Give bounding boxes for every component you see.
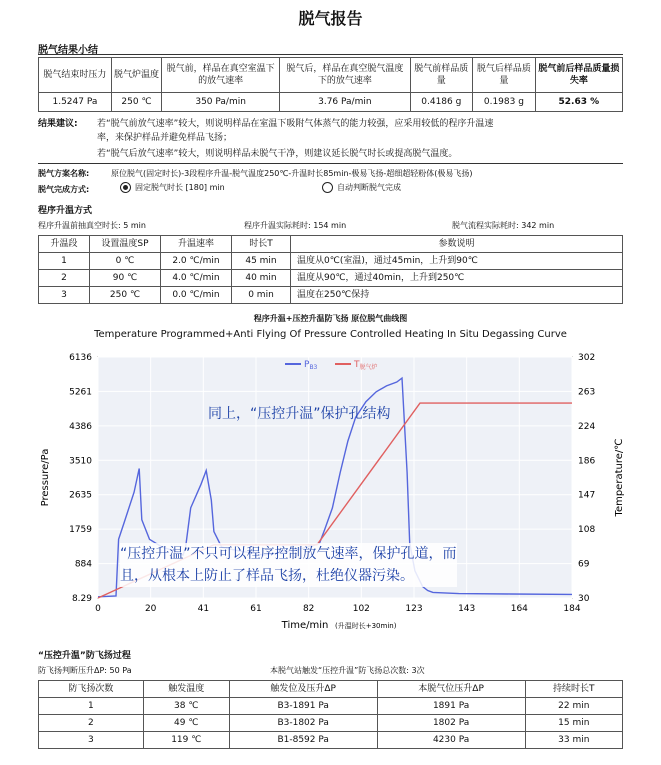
anti-flying-cell: B3-1802 Pa	[229, 715, 377, 732]
x-tick-label: 20	[144, 604, 157, 614]
anti-flying-cell: 2	[39, 715, 144, 732]
summary-header-cell: 脱气结束时压力	[39, 58, 112, 93]
scheme-name-label: 脱气方案名称:	[38, 169, 90, 178]
program-cell: 40 min	[232, 270, 291, 287]
anti-flying-info-threshold: 防飞扬判断压升ΔP: 50 Pa	[38, 666, 132, 675]
report-title: 脱气报告	[298, 9, 363, 28]
anti-flying-cell: 22 min	[525, 698, 622, 715]
advice-label: 结果建议:	[38, 119, 78, 129]
x-axis-label-note: (升温时长+30min)	[335, 622, 397, 630]
program-header-cell: 参数说明	[291, 236, 623, 253]
radio-selected-icon[interactable]	[120, 182, 131, 193]
legend-label: $T_{脱气炉}$	[354, 360, 378, 371]
program-cell: 250 ℃	[90, 287, 161, 304]
y-tick-label-right: 302	[578, 353, 596, 363]
program-cell: 1	[39, 253, 90, 270]
x-tick-label: 143	[458, 604, 476, 614]
y-tick-label-left: 2635	[69, 490, 92, 501]
legend-label-sub: B3	[309, 364, 318, 371]
summary-value-cell: 0.1983 g	[473, 93, 536, 112]
program-header-cell: 升温段	[39, 236, 90, 253]
table-row	[39, 253, 623, 270]
anti-flying-cell: 38 ℃	[143, 698, 229, 715]
x-tick-label: 184	[563, 604, 581, 614]
anti-flying-header-row	[39, 681, 623, 698]
x-axis-label: Time/min	[281, 620, 329, 631]
anti-flying-cell: 119 ℃	[143, 732, 229, 749]
program-header-row	[39, 236, 623, 253]
anti-flying-header-cell: 本脱气位压升ΔP	[377, 681, 525, 698]
program-header-cell: 升温速率	[161, 236, 232, 253]
anti-flying-cell: 4230 Pa	[377, 732, 525, 749]
summary-header-cell: 脱气前，样品在真空室温下的放气速率	[162, 58, 280, 93]
summary-value-row	[39, 93, 623, 112]
right-axis	[578, 353, 595, 604]
y-tick-label-right: 147	[578, 490, 596, 501]
mode-option-fixed-label: 固定脱气时长 [180] min	[135, 183, 225, 192]
table-row	[39, 698, 623, 715]
y-tick-label-right: 186	[578, 456, 596, 467]
y-axis-label-left: Pressure/Pa	[40, 448, 51, 507]
anti-flying-cell: 33 min	[525, 732, 622, 749]
table-row	[39, 715, 623, 732]
program-cell: 0 ℃	[90, 253, 161, 270]
y-tick-label-right: 69	[578, 559, 590, 570]
program-info-vacuum: 程序升温前抽真空时长: 5 min	[38, 221, 146, 230]
overlay-annotation-1: 同上，“压控升温”保护孔结构	[208, 406, 391, 422]
x-tick-label: 0	[95, 604, 101, 614]
y-axis-label-right: Temperature/℃	[614, 438, 625, 517]
chart-title: Temperature Programmed+Anti Flying Of Pressure Controlled Heating In Situ Degassing Curve	[94, 329, 567, 340]
mode-option-fixed[interactable]	[120, 182, 225, 193]
y-tick-label-left: 4386	[69, 421, 92, 432]
anti-flying-cell: 3	[39, 732, 144, 749]
summary-header-cell: 脱气后样品质量	[473, 58, 536, 93]
anti-flying-header-cell: 持续时长T	[525, 681, 622, 698]
summary-header-cell: 脱气炉温度	[111, 58, 161, 93]
y-tick-label-left: 1759	[69, 525, 92, 536]
x-tick-label: 123	[405, 604, 423, 614]
y-tick-label-left: 8.29	[71, 594, 92, 604]
y-tick-label-right: 108	[578, 525, 596, 536]
summary-header-cell: 脱气后，样品在真空脱气温度下的放气速率	[280, 58, 410, 93]
anti-flying-header-cell: 触发温度	[143, 681, 229, 698]
anti-flying-cell: 15 min	[525, 715, 622, 732]
degassing-chart	[0, 340, 661, 640]
table-row	[39, 287, 623, 304]
mode-option-auto-label: 自动判断脱气完成	[337, 183, 401, 192]
x-tick-label: 102	[352, 604, 370, 614]
chart-header: 程序升温+压控升温防飞扬 原位脱气曲线图	[253, 314, 408, 323]
x-axis	[95, 604, 581, 614]
program-cell: 90 ℃	[90, 270, 161, 287]
anti-flying-cell: B3-1891 Pa	[229, 698, 377, 715]
legend-label-sub: 脱气炉	[359, 364, 378, 371]
summary-header-cell: 脱气前后样品质量损失率	[535, 58, 622, 93]
advice-line: 率，来保护样品并避免样品飞扬；	[97, 133, 233, 143]
anti-flying-cell: 1891 Pa	[377, 698, 525, 715]
anti-flying-cell: B1-8592 Pa	[229, 732, 377, 749]
overlay-annotation-2	[120, 543, 457, 587]
summary-value-cell: 0.4186 g	[410, 93, 473, 112]
table-row	[39, 270, 623, 287]
summary-value-cell: 3.76 Pa/min	[280, 93, 410, 112]
scheme-name-value: 原位脱气(固定时长)-3段程序升温-脱气温度250℃-升温时长85min-极易飞扬-超细超轻粉体(极易飞扬)	[111, 169, 473, 178]
summary-value-cell: 350 Pa/min	[162, 93, 280, 112]
x-tick-label: 82	[302, 604, 315, 614]
anti-flying-table	[38, 680, 623, 749]
program-cell: 0.0 ℃/min	[161, 287, 232, 304]
program-cell: 2.0 ℃/min	[161, 253, 232, 270]
advice-line: 若“脱气后放气速率”较大，则说明样品未脱气干净，则建议延长脱气时长或提高脱气温度。	[97, 149, 458, 159]
y-tick-label-right: 263	[578, 387, 596, 398]
anti-flying-info-count: 本脱气站触发“压控升温”防飞扬总次数: 3次	[270, 666, 425, 675]
program-cell: 温度从0℃(室温)，通过45min，上升到90℃	[291, 253, 623, 270]
y-tick-label-left: 6136	[69, 353, 92, 363]
scheme-mode-label: 脱气完成方式:	[38, 185, 90, 194]
anti-flying-cell: 1	[39, 698, 144, 715]
overlay-annotation-2-line: 且，从根本上防止了样品飞扬，杜绝仪器污染。	[120, 568, 414, 584]
anti-flying-cell: 49 ℃	[143, 715, 229, 732]
x-tick-label: 164	[510, 604, 528, 614]
anti-flying-header-cell: 触发位及压升ΔP	[229, 681, 377, 698]
summary-value-cell: 52.63 %	[535, 93, 622, 112]
program-info-heating: 程序升温实际耗时: 154 min	[244, 221, 347, 230]
left-axis	[69, 353, 92, 604]
radio-unselected-icon[interactable]	[322, 182, 333, 193]
summary-table	[38, 57, 623, 112]
x-tick-label: 41	[197, 604, 210, 614]
program-cell: 4.0 ℃/min	[161, 270, 232, 287]
y-tick-label-right: 224	[578, 421, 596, 432]
anti-flying-header-cell: 防飞扬次数	[39, 681, 144, 698]
summary-header-row	[39, 58, 623, 93]
summary-value-cell: 250 ℃	[111, 93, 161, 112]
advice-line: 若“脱气前放气速率”较大，则说明样品在室温下吸附气体蒸气的能力较强，应采用较低的程序升温速	[97, 119, 494, 129]
summary-section-title: 脱气结果小结	[38, 45, 98, 56]
program-cell: 温度从90℃，通过40min，上升到250℃	[291, 270, 623, 287]
y-tick-label-right: 30	[578, 594, 590, 604]
program-cell: 3	[39, 287, 90, 304]
program-cell: 45 min	[232, 253, 291, 270]
program-info-total: 脱气流程实际耗时: 342 min	[452, 221, 555, 230]
overlay-annotation-2-line: “压控升温”不只可以程序控制放气速率，保护孔道，而	[120, 546, 457, 562]
y-tick-label-left: 3510	[69, 456, 92, 467]
program-header-cell: 设置温度SP	[90, 236, 161, 253]
table-row	[39, 732, 623, 749]
advice-rule	[38, 163, 623, 164]
x-tick-label: 61	[250, 604, 262, 614]
y-tick-label-left: 884	[74, 559, 92, 570]
anti-flying-cell: 1802 Pa	[377, 715, 525, 732]
summary-rule	[38, 54, 623, 55]
program-cell: 温度在250℃保持	[291, 287, 623, 304]
program-cell: 0 min	[232, 287, 291, 304]
program-section-title: 程序升温方式	[38, 206, 93, 216]
program-cell: 2	[39, 270, 90, 287]
y-tick-label-left: 5261	[69, 387, 92, 398]
legend-label: $P_{B3}$	[304, 360, 318, 371]
anti-flying-section-title: “压控升温”防飞扬过程	[38, 651, 131, 661]
summary-value-cell: 1.5247 Pa	[39, 93, 112, 112]
mode-option-auto[interactable]	[322, 182, 401, 193]
program-header-cell: 时长T	[232, 236, 291, 253]
program-table	[38, 235, 623, 304]
summary-header-cell: 脱气前样品质量	[410, 58, 473, 93]
